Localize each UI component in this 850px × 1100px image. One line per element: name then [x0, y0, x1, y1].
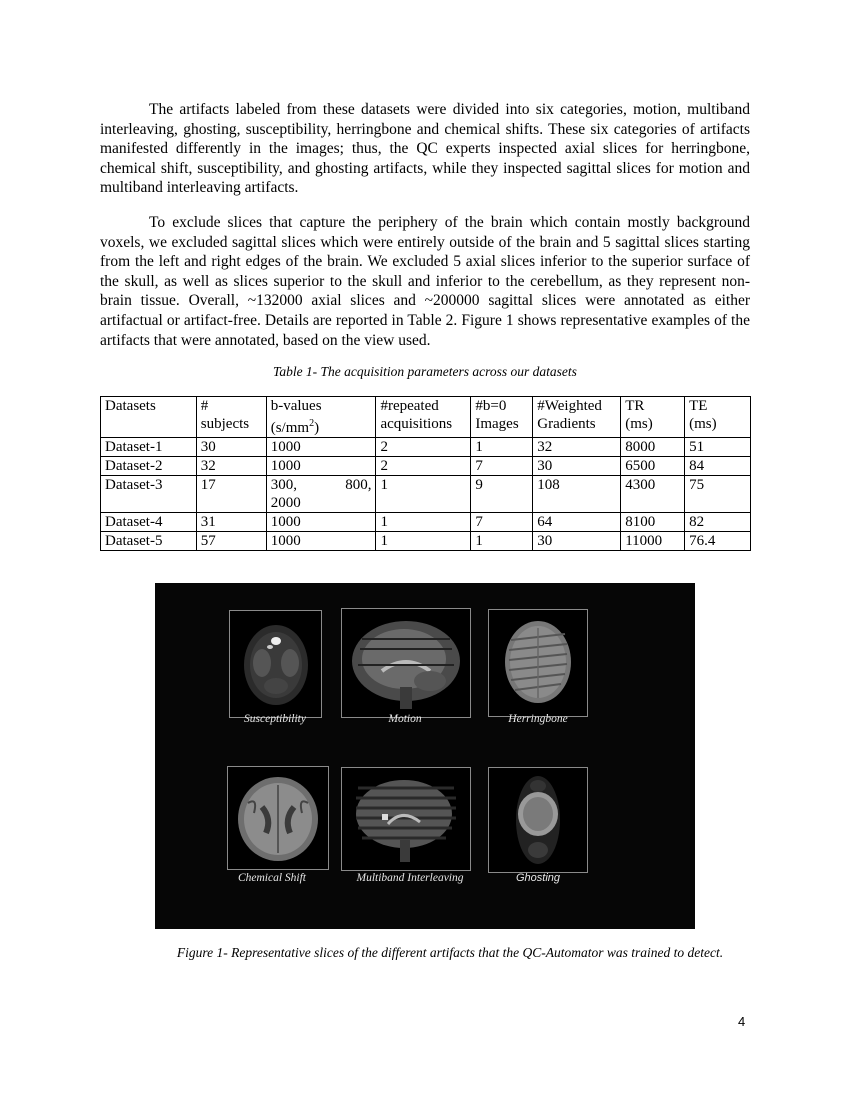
- cell-weighted: 30: [533, 532, 621, 551]
- cell-tr: 8100: [621, 513, 685, 532]
- table-row: [101, 438, 751, 457]
- header-te: TE (ms): [685, 397, 751, 438]
- cell-repeated: 2: [376, 457, 471, 476]
- ghosting-label: Ghosting: [515, 872, 561, 884]
- table-row: [101, 532, 751, 551]
- cell-te: 75: [685, 476, 751, 513]
- cell-te: 82: [685, 513, 751, 532]
- cell-b0: 7: [471, 457, 533, 476]
- paragraph-artifact-categories: The artifacts labeled from these datasets were divided into six categories, motion, multiband interleaving, ghosting, susceptibility, herringbone and chemical shifts. These six categories of artifacts manifested differently in the images; thus, the QC experts inspected axial slices for herringbone, chemical shift, susceptibility, and ghosting artifacts, while they inspected sagittal slices for motion and multiband interleaving artifacts.: [100, 101, 750, 197]
- motion-label: Motion: [388, 713, 422, 725]
- cell-dataset: Dataset-5: [101, 532, 197, 551]
- cell-subjects: 17: [196, 476, 266, 513]
- table-caption: Table 1- The acquisition parameters across our datasets: [273, 364, 577, 379]
- table-row: [101, 513, 751, 532]
- header-repeated: #repeated acquisitions: [376, 397, 471, 438]
- cell-bvalues: 1000: [266, 513, 376, 532]
- cell-te: 76.4: [685, 532, 751, 551]
- header-bvalues: b-values $(s/mm^2)$: [266, 397, 376, 438]
- herringbone-slice-image: [488, 609, 588, 717]
- cell-b0: 1: [471, 438, 533, 457]
- susceptibility-label: Susceptibility: [244, 713, 306, 725]
- multiband-interleaving-slice-image: [341, 767, 471, 871]
- figure-caption: Figure 1- Representative slices of the different artifacts that the QC-Automator was trained to detect.: [176, 945, 724, 960]
- cell-subjects: 30: [196, 438, 266, 457]
- cell-tr: 11000: [621, 532, 685, 551]
- chemical-shift-label: Chemical Shift: [237, 872, 307, 884]
- paragraph-slice-exclusion: To exclude slices that capture the periphery of the brain which contain mostly background voxels, we excluded sagittal slices which were entirely outside of the brain and 5 sagittal slices starting from the left and right edges of the brain. We excluded 5 axial slices inferior to the superior surface of the skull, as well as slices superior to the skull and inferior to the cerebellum, as they represent non-brain tissue. Overall, ~132000 axial slices and ~200000 sagittal slices were annotated as either artifactual or artifact-free. Details are reported in Table 2. Figure 1 shows representative examples of the artifacts that were annotated, based on the view used.: [100, 214, 750, 349]
- table-row: [101, 457, 751, 476]
- cell-bvalues: 300, 800, 2000: [266, 476, 376, 513]
- cell-tr: 6500: [621, 457, 685, 476]
- chemical-shift-slice-image: [227, 766, 329, 870]
- cell-weighted: 30: [533, 457, 621, 476]
- cell-dataset: Dataset-3: [101, 476, 197, 513]
- table-row: [101, 476, 751, 513]
- herringbone-label: Herringbone: [508, 713, 568, 725]
- cell-repeated: 2: [376, 438, 471, 457]
- cell-subjects: 31: [196, 513, 266, 532]
- cell-subjects: 57: [196, 532, 266, 551]
- cell-te: 84: [685, 457, 751, 476]
- cell-b0: 9: [471, 476, 533, 513]
- cell-weighted: 32: [533, 438, 621, 457]
- cell-bvalues: 1000: [266, 438, 376, 457]
- cell-dataset: Dataset-1: [101, 438, 197, 457]
- susceptibility-slice-image: [229, 610, 322, 718]
- cell-b0: 1: [471, 532, 533, 551]
- cell-repeated: 1: [376, 532, 471, 551]
- header-tr: TR (ms): [621, 397, 685, 438]
- cell-dataset: Dataset-2: [101, 457, 197, 476]
- header-weighted: #Weighted Gradients: [533, 397, 621, 438]
- cell-tr: 8000: [621, 438, 685, 457]
- table-header-row: [101, 397, 751, 438]
- cell-repeated: 1: [376, 476, 471, 513]
- acquisition-parameters-table: [100, 396, 751, 551]
- cell-repeated: 1: [376, 513, 471, 532]
- cell-bvalues: 1000: [266, 532, 376, 551]
- header-datasets: Datasets: [101, 397, 197, 438]
- cell-dataset: Dataset-4: [101, 513, 197, 532]
- ghosting-slice-image: [488, 767, 588, 873]
- page-number: 4: [738, 1014, 746, 1029]
- cell-bvalues: 1000: [266, 457, 376, 476]
- artifact-figure: [155, 583, 695, 929]
- cell-weighted: 64: [533, 513, 621, 532]
- cell-b0: 7: [471, 513, 533, 532]
- cell-tr: 4300: [621, 476, 685, 513]
- multiband-interleaving-label: Multiband Interleaving: [356, 872, 464, 884]
- header-b0: #b=0 Images: [471, 397, 533, 438]
- motion-slice-image: [341, 608, 471, 718]
- cell-subjects: 32: [196, 457, 266, 476]
- cell-weighted: 108: [533, 476, 621, 513]
- header-subjects: # subjects: [196, 397, 266, 438]
- cell-te: 51: [685, 438, 751, 457]
